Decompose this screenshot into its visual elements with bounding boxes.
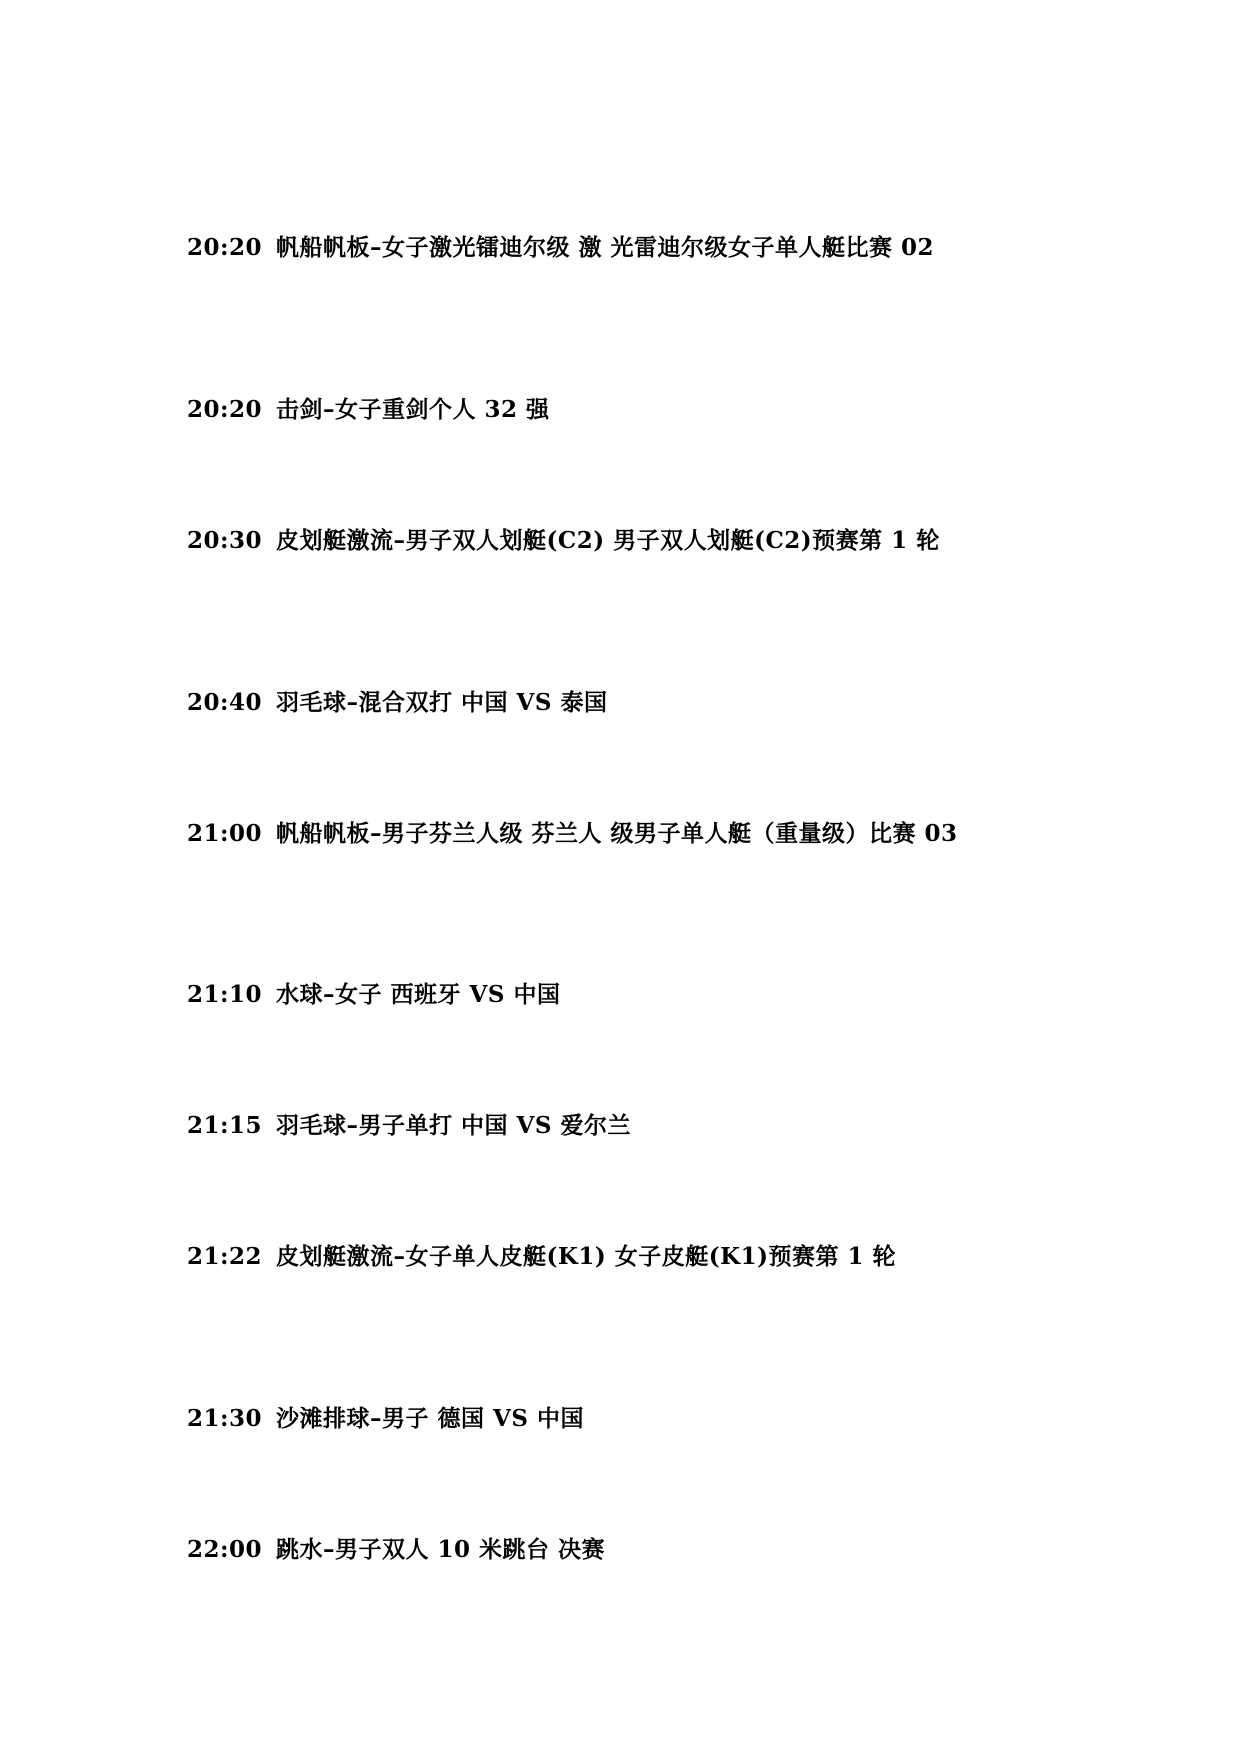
- entry-time: 21:22: [187, 1243, 263, 1270]
- schedule-entry: [187, 1242, 896, 1272]
- schedule-entry: [187, 526, 940, 556]
- entry-time: 20:30: [187, 527, 263, 554]
- entry-time: 21:10: [187, 981, 263, 1008]
- entry-time: 21:00: [187, 820, 263, 847]
- entry-event: 沙滩排球–男子 德国 VS 中国: [276, 1405, 584, 1432]
- entry-event: 击剑–女子重剑个人 32 强: [276, 396, 550, 423]
- entry-event: 帆船帆板–女子激光镭迪尔级 激 光雷迪尔级女子单人艇比赛 02: [276, 234, 935, 261]
- entry-time: 20:20: [187, 234, 263, 261]
- schedule-entry: [187, 1111, 631, 1141]
- schedule-entry: [187, 688, 608, 718]
- schedule-entry: [187, 395, 550, 425]
- entry-time: 20:40: [187, 689, 263, 716]
- schedule-entry: [187, 1535, 605, 1565]
- entry-event: 水球–女子 西班牙 VS 中国: [276, 981, 561, 1008]
- entry-event: 皮划艇激流–女子单人皮艇(K1) 女子皮艇(K1)预赛第 1 轮: [276, 1243, 897, 1270]
- entry-time: 21:15: [187, 1112, 263, 1139]
- schedule-entry: [187, 1404, 584, 1434]
- entry-time: 21:30: [187, 1405, 263, 1432]
- entry-event: 皮划艇激流–男子双人划艇(C2) 男子双人划艇(C2)预赛第 1 轮: [276, 527, 940, 554]
- entry-event: 帆船帆板–男子芬兰人级 芬兰人 级男子单人艇（重量级）比赛 03: [276, 820, 958, 847]
- entry-event: 跳水–男子双人 10 米跳台 决赛: [276, 1536, 606, 1563]
- entry-time: 20:20: [187, 396, 263, 423]
- entry-event: 羽毛球–混合双打 中国 VS 泰国: [276, 689, 608, 716]
- schedule-entry: [187, 233, 934, 263]
- entry-time: 22:00: [187, 1536, 263, 1563]
- schedule-entry: [187, 980, 561, 1010]
- schedule-entry: [187, 819, 958, 849]
- entry-event: 羽毛球–男子单打 中国 VS 爱尔兰: [276, 1112, 631, 1139]
